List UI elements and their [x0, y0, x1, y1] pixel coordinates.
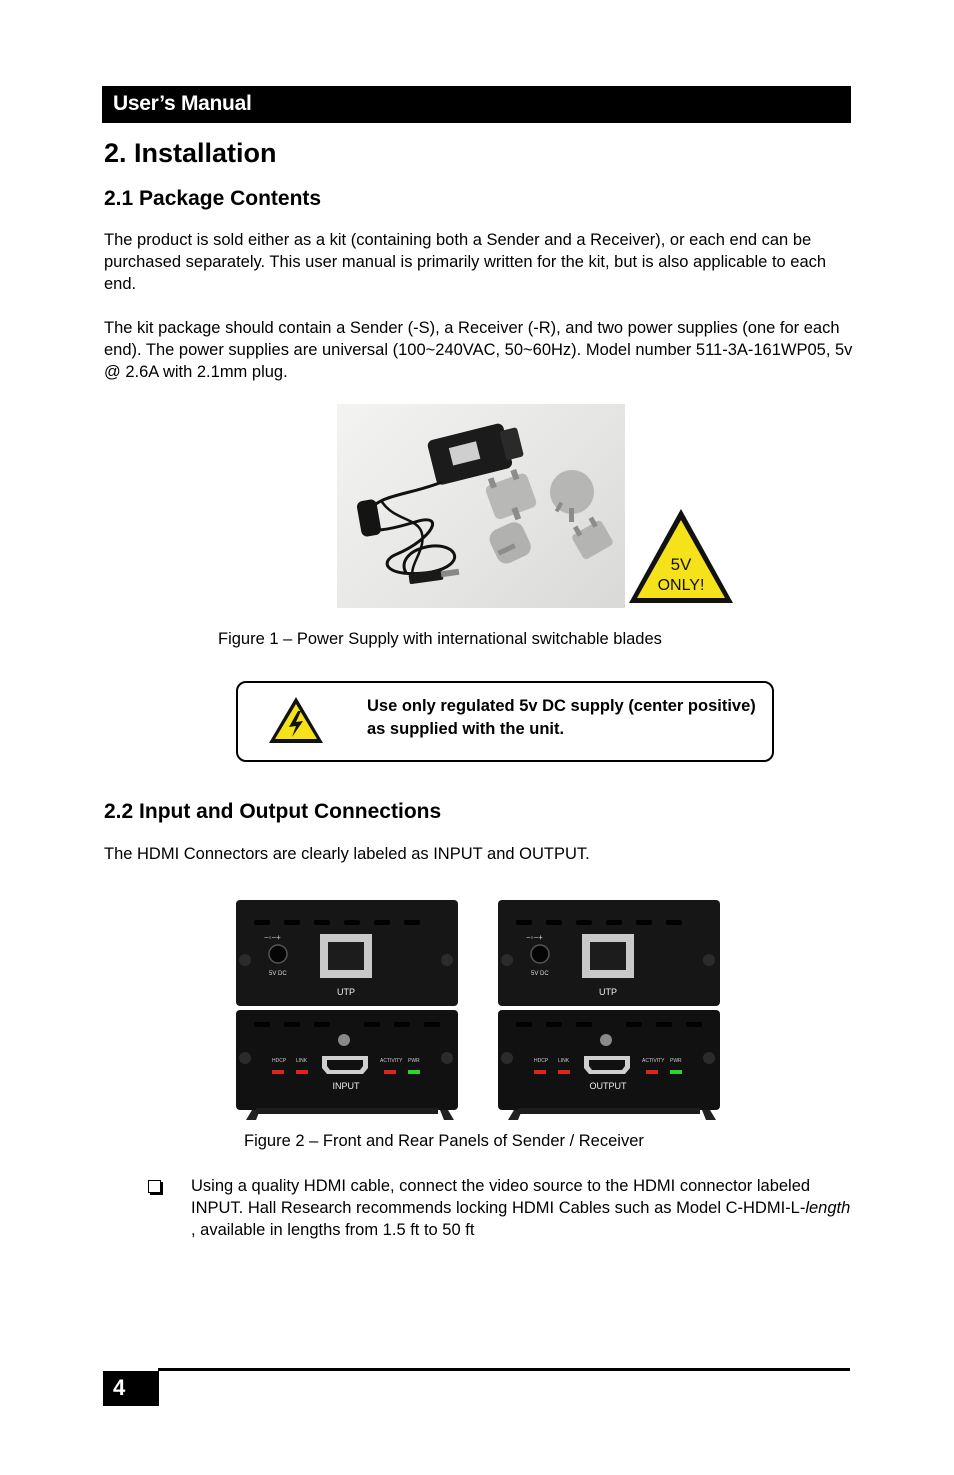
paragraph-hdmi-connectors: The HDMI Connectors are clearly labeled as INPUT and OUTPUT.	[104, 845, 590, 863]
hdcp-label: HDCP	[272, 1058, 287, 1064]
power-jack-label: 5V DC	[269, 971, 287, 977]
subsection-title-package-contents: 2.1 Package Contents	[104, 187, 322, 210]
subsection-title-io-connections: 2.2 Input and Output Connections	[104, 800, 442, 823]
sign-text-5v: 5V	[670, 555, 692, 574]
checkbox-bullet-icon	[148, 1180, 161, 1193]
high-voltage-icon	[267, 695, 325, 745]
activity-label: ACTIVITY	[642, 1058, 665, 1064]
pwr-label: PWR	[670, 1058, 682, 1064]
activity-label: ACTIVITY	[380, 1058, 403, 1064]
sign-text-only: ONLY!	[657, 577, 705, 594]
running-header: User’s Manual	[102, 86, 851, 123]
section-title: 2. Installation	[104, 138, 277, 168]
power-jack-label: 5V DC	[531, 971, 549, 977]
hdcp-label: HDCP	[534, 1058, 549, 1064]
page-number: 4	[103, 1371, 159, 1406]
list-item-text: Using a quality HDMI cable, connect the video source to the HDMI connector labeled INPUT. Hall Research recommends locking HDMI Cables such as Model C-HDMI-L-length , available in lengths from 1.5 ft to 50 ft	[191, 1177, 851, 1239]
footer-rule	[158, 1368, 850, 1371]
utp-label: UTP	[337, 987, 355, 997]
sender-receiver-panels-photo	[234, 898, 722, 1122]
utp-label: UTP	[599, 987, 617, 997]
warning-note-box	[236, 681, 774, 762]
five-volt-warning-sign	[626, 506, 736, 606]
figure-2-caption: Figure 2 – Front and Rear Panels of Sender / Receiver	[244, 1132, 644, 1150]
svg-text:−◦−+: −◦−+	[264, 933, 281, 942]
pwr-label: PWR	[408, 1058, 420, 1064]
paragraph-package-contents: The kit package should contain a Sender (-S), a Receiver (-R), and two power supplies (one for each end). The power supplies are universal (100~240VAC, 50~60Hz). Model number 511-3A-161WP05, 5v @ 2.6A with 2.1mm plug.	[104, 319, 853, 381]
hdmi-port-label: OUTPUT	[589, 1081, 627, 1091]
paragraph-kit-description: The product is sold either as a kit (containing both a Sender and a Receiver), or each end can be purchased separately. This user manual is primarily written for the kit, but is also applicable to each end.	[104, 231, 827, 293]
link-label: LINK	[558, 1058, 570, 1064]
link-label: LINK	[296, 1058, 308, 1064]
warning-note-text: Use only regulated 5v DC supply (center positive) as supplied with the unit.	[367, 697, 756, 738]
svg-text:−◦−+: −◦−+	[526, 933, 543, 942]
hdmi-port-label: INPUT	[332, 1081, 360, 1091]
figure-1-caption: Figure 1 – Power Supply with international switchable blades	[218, 630, 662, 648]
power-supply-photo	[337, 404, 625, 608]
